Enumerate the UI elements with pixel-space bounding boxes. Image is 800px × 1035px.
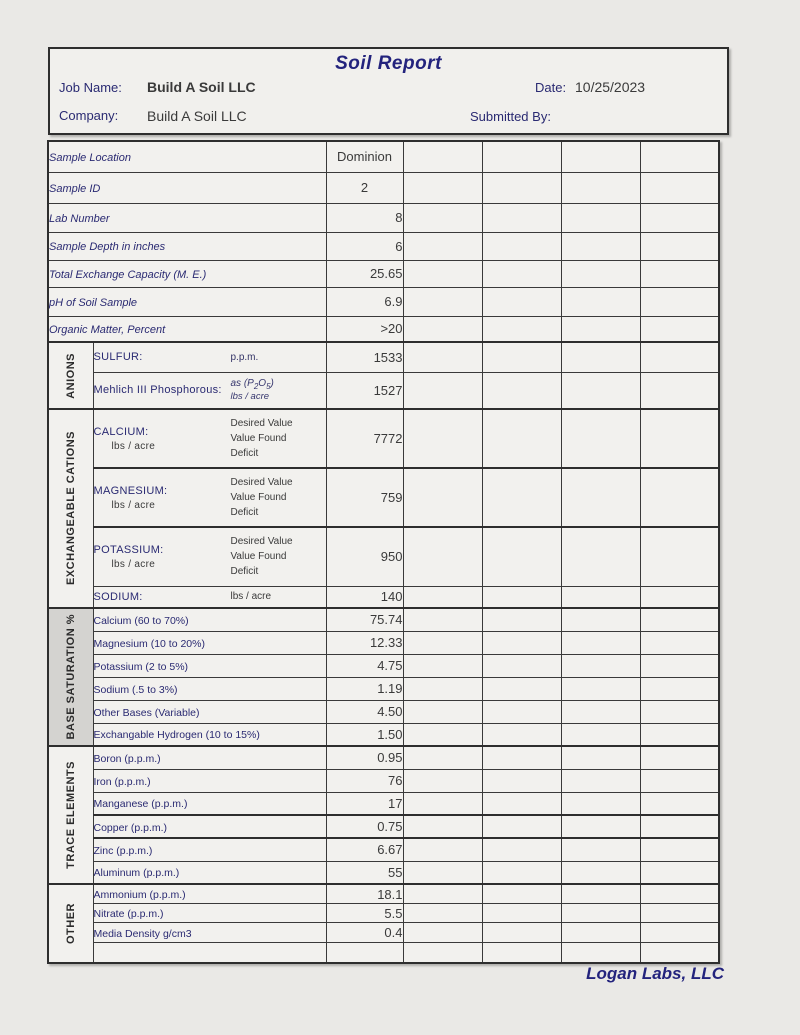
value-cell: 4.75 xyxy=(326,654,403,677)
empty-cell xyxy=(403,203,482,232)
label-cell xyxy=(93,527,326,586)
empty-cell xyxy=(403,943,482,963)
empty-cell xyxy=(403,723,482,746)
table-row xyxy=(48,792,719,815)
empty-cell xyxy=(403,409,482,468)
row-label: Calcium (60 to 70%) xyxy=(93,614,189,627)
label-cell xyxy=(93,861,326,884)
table-row xyxy=(48,904,719,923)
row-label: Manganese (p.p.m.) xyxy=(93,798,188,811)
empty-cell xyxy=(640,468,719,527)
value-cell: 1527 xyxy=(326,372,403,409)
unit-label: p.p.m. xyxy=(230,351,259,363)
label-cell xyxy=(48,172,326,203)
table-row xyxy=(48,342,719,372)
empty-cell xyxy=(482,923,561,943)
value-cell: 8 xyxy=(326,203,403,232)
section-bar-anions xyxy=(48,342,93,409)
table-row xyxy=(48,316,719,342)
empty-cell xyxy=(403,700,482,723)
label-cell xyxy=(93,923,326,943)
table-row xyxy=(48,746,719,769)
label-cell xyxy=(48,316,326,342)
empty-cell xyxy=(403,287,482,316)
date-value: 10/25/2023 xyxy=(575,79,646,95)
empty-cell xyxy=(561,904,640,923)
section-bar-other xyxy=(48,884,93,963)
label-cell xyxy=(93,904,326,923)
value-cell: 17 xyxy=(326,792,403,815)
value-cell: 759 xyxy=(326,468,403,527)
empty-cell xyxy=(640,141,719,172)
empty-cell xyxy=(482,203,561,232)
row-label: Copper (p.p.m.) xyxy=(93,821,168,834)
table-row xyxy=(48,468,719,527)
empty-cell xyxy=(561,861,640,884)
value-cell: 0.75 xyxy=(326,815,403,838)
empty-cell xyxy=(482,141,561,172)
empty-cell xyxy=(561,527,640,586)
label-cell xyxy=(93,631,326,654)
empty-cell xyxy=(403,746,482,769)
empty-cell xyxy=(482,677,561,700)
empty-cell xyxy=(403,677,482,700)
row-label: POTASSIUM: xyxy=(93,543,164,556)
empty-cell xyxy=(482,608,561,631)
empty-cell xyxy=(561,409,640,468)
empty-cell xyxy=(640,815,719,838)
empty-cell xyxy=(403,904,482,923)
table-row xyxy=(48,141,719,172)
empty-cell xyxy=(482,468,561,527)
empty-cell xyxy=(561,260,640,287)
empty-cell xyxy=(561,172,640,203)
unit-label: lbs / acre xyxy=(111,499,156,511)
label-cell xyxy=(93,792,326,815)
row-label: MAGNESIUM: xyxy=(93,484,168,497)
empty-cell xyxy=(482,316,561,342)
value-cell: 7772 xyxy=(326,409,403,468)
desired-value-stack: Desired Value Value Found Deficit xyxy=(230,418,293,459)
value-cell: 0.4 xyxy=(326,923,403,943)
empty-cell xyxy=(403,838,482,861)
empty-cell xyxy=(561,746,640,769)
empty-cell xyxy=(640,232,719,260)
empty-cell xyxy=(561,943,640,963)
label-cell xyxy=(93,838,326,861)
empty-cell xyxy=(482,527,561,586)
page-title: Soil Report xyxy=(335,53,442,74)
empty-cell xyxy=(482,769,561,792)
unit-label: lbs / acre xyxy=(111,440,156,452)
value-cell xyxy=(326,943,403,963)
value-cell: 140 xyxy=(326,586,403,608)
empty-cell xyxy=(403,232,482,260)
empty-cell xyxy=(482,631,561,654)
empty-cell xyxy=(561,232,640,260)
empty-cell xyxy=(561,141,640,172)
value-cell: 950 xyxy=(326,527,403,586)
empty-cell xyxy=(482,904,561,923)
empty-cell xyxy=(482,861,561,884)
empty-cell xyxy=(482,372,561,409)
empty-cell xyxy=(640,943,719,963)
unit-label: lbs / acre xyxy=(230,591,272,603)
empty-cell xyxy=(403,260,482,287)
label-cell xyxy=(93,677,326,700)
empty-cell xyxy=(640,700,719,723)
table-row xyxy=(48,654,719,677)
empty-cell xyxy=(561,316,640,342)
label-cell xyxy=(48,287,326,316)
section-bar-cations xyxy=(48,409,93,608)
table-row xyxy=(48,769,719,792)
empty-cell xyxy=(403,172,482,203)
row-label: Ammonium (p.p.m.) xyxy=(93,889,186,901)
table-row xyxy=(48,677,719,700)
value-cell: 18.1 xyxy=(326,884,403,904)
empty-cell xyxy=(403,316,482,342)
label-cell xyxy=(93,608,326,631)
label-cell xyxy=(48,141,326,172)
submitted-by-label: Submitted By: xyxy=(470,109,551,124)
empty-cell xyxy=(640,838,719,861)
empty-cell xyxy=(482,232,561,260)
row-label: Exchangable Hydrogen (10 to 15%) xyxy=(93,729,260,742)
label-cell xyxy=(93,884,326,904)
unit-label: as $(P_2O_5)$ lbs / acre xyxy=(230,378,274,403)
empty-cell xyxy=(482,838,561,861)
row-label: Organic Matter, Percent xyxy=(49,323,166,336)
empty-cell xyxy=(403,527,482,586)
value-cell: 0.95 xyxy=(326,746,403,769)
value-cell: Dominion xyxy=(326,141,403,172)
empty-cell xyxy=(482,409,561,468)
table-row xyxy=(48,203,719,232)
empty-cell xyxy=(561,342,640,372)
label-cell xyxy=(93,746,326,769)
empty-cell xyxy=(403,923,482,943)
value-cell: 6.9 xyxy=(326,287,403,316)
label-cell xyxy=(93,654,326,677)
value-cell: 4.50 xyxy=(326,700,403,723)
label-cell xyxy=(93,372,326,409)
empty-cell xyxy=(561,654,640,677)
table-row xyxy=(48,172,719,203)
empty-cell xyxy=(561,203,640,232)
lab-company-name: Logan Labs, LLC xyxy=(586,964,724,983)
unit-label: lbs / acre xyxy=(111,558,156,570)
table-row xyxy=(48,608,719,631)
empty-cell xyxy=(482,586,561,608)
row-label: CALCIUM: xyxy=(93,425,149,438)
row-label: Lab Number xyxy=(49,212,110,225)
empty-cell xyxy=(482,700,561,723)
empty-cell xyxy=(640,677,719,700)
report-header-box xyxy=(48,47,729,135)
empty-cell xyxy=(640,586,719,608)
empty-cell xyxy=(561,287,640,316)
empty-cell xyxy=(403,792,482,815)
row-label: Other Bases (Variable) xyxy=(93,706,200,719)
empty-cell xyxy=(482,815,561,838)
section-label: BASE SATURATION % xyxy=(64,614,77,740)
row-label: SULFUR: xyxy=(93,351,143,364)
label-cell xyxy=(93,769,326,792)
empty-cell xyxy=(482,723,561,746)
empty-cell xyxy=(640,654,719,677)
desired-value-stack: Desired Value Value Found Deficit xyxy=(230,536,293,578)
table-row xyxy=(48,372,719,409)
label-cell xyxy=(93,409,326,468)
label-cell xyxy=(48,203,326,232)
empty-cell xyxy=(640,792,719,815)
table-row xyxy=(48,527,719,586)
empty-cell xyxy=(640,923,719,943)
empty-cell xyxy=(640,287,719,316)
job-name-value: Build A Soil LLC xyxy=(147,79,256,95)
row-label: SODIUM: xyxy=(93,590,143,603)
section-bar-base-saturation xyxy=(48,608,93,746)
empty-cell xyxy=(561,700,640,723)
empty-cell xyxy=(482,654,561,677)
empty-cell xyxy=(403,468,482,527)
table-row xyxy=(48,232,719,260)
empty-cell xyxy=(640,723,719,746)
empty-cell xyxy=(403,608,482,631)
table-row xyxy=(48,884,719,904)
label-cell xyxy=(93,342,326,372)
row-label: Sample Location xyxy=(49,151,131,164)
empty-cell xyxy=(482,342,561,372)
value-cell: 1.19 xyxy=(326,677,403,700)
label-cell xyxy=(93,815,326,838)
label-cell xyxy=(93,468,326,527)
table-row xyxy=(48,861,719,884)
empty-cell xyxy=(561,723,640,746)
table-row xyxy=(48,815,719,838)
empty-cell xyxy=(403,631,482,654)
table-row xyxy=(48,838,719,861)
label-cell xyxy=(93,700,326,723)
row-label: Mehlich III Phosphorous: xyxy=(93,384,222,397)
row-label: Zinc (p.p.m.) xyxy=(93,844,153,857)
value-cell: 6.67 xyxy=(326,838,403,861)
empty-cell xyxy=(403,586,482,608)
value-cell: 55 xyxy=(326,861,403,884)
row-label: Aluminum (p.p.m.) xyxy=(93,867,180,880)
row-label: Nitrate (p.p.m.) xyxy=(93,908,164,920)
row-label: Sample Depth in inches xyxy=(49,241,166,253)
empty-cell xyxy=(640,316,719,342)
empty-cell xyxy=(403,342,482,372)
empty-cell xyxy=(561,923,640,943)
empty-cell xyxy=(403,769,482,792)
empty-cell xyxy=(640,631,719,654)
value-cell: 1533 xyxy=(326,342,403,372)
section-label: EXCHANGEABLE CATIONS xyxy=(64,431,77,586)
section-label: ANIONS xyxy=(64,352,77,399)
empty-cell xyxy=(640,409,719,468)
value-cell: 1.50 xyxy=(326,723,403,746)
empty-cell xyxy=(482,943,561,963)
empty-cell xyxy=(640,608,719,631)
empty-cell xyxy=(561,769,640,792)
value-cell: 5.5 xyxy=(326,904,403,923)
row-label: Total Exchange Capacity (M. E.) xyxy=(49,268,207,281)
empty-cell xyxy=(561,677,640,700)
empty-cell xyxy=(640,746,719,769)
empty-cell xyxy=(640,904,719,923)
empty-cell xyxy=(482,260,561,287)
table-row xyxy=(48,723,719,746)
empty-cell xyxy=(561,372,640,409)
table-row xyxy=(48,586,719,608)
empty-cell xyxy=(482,884,561,904)
row-label: Sample ID xyxy=(49,182,101,195)
section-bar-trace-elements xyxy=(48,746,93,884)
empty-cell xyxy=(561,608,640,631)
empty-cell xyxy=(561,884,640,904)
empty-cell xyxy=(561,468,640,527)
table-row xyxy=(48,700,719,723)
desired-value-stack: Desired Value Value Found Deficit xyxy=(230,477,293,518)
empty-cell xyxy=(403,654,482,677)
empty-cell xyxy=(640,861,719,884)
row-label: Iron (p.p.m.) xyxy=(93,775,151,788)
empty-cell xyxy=(640,884,719,904)
row-label: Magnesium (10 to 20%) xyxy=(93,637,205,650)
empty-cell xyxy=(482,287,561,316)
value-cell: >20 xyxy=(326,316,403,342)
table-row xyxy=(48,923,719,943)
table-row xyxy=(48,631,719,654)
table-row xyxy=(48,260,719,287)
value-cell: 12.33 xyxy=(326,631,403,654)
label-cell xyxy=(93,943,326,963)
row-label: Media Density g/cm3 xyxy=(93,927,192,940)
value-cell: 2 xyxy=(326,172,403,203)
label-cell xyxy=(93,586,326,608)
empty-cell xyxy=(561,838,640,861)
date-label: Date: xyxy=(535,80,567,95)
empty-cell xyxy=(403,884,482,904)
empty-cell xyxy=(482,746,561,769)
label-cell xyxy=(93,723,326,746)
section-label: TRACE ELEMENTS xyxy=(64,761,77,869)
table-row xyxy=(48,943,719,963)
empty-cell xyxy=(561,815,640,838)
empty-cell xyxy=(561,792,640,815)
empty-cell xyxy=(403,861,482,884)
row-label: Sodium (.5 to 3%) xyxy=(93,683,178,696)
empty-cell xyxy=(403,372,482,409)
empty-cell xyxy=(640,172,719,203)
row-label: Potassium (2 to 5%) xyxy=(93,660,189,673)
empty-cell xyxy=(482,792,561,815)
table-row xyxy=(48,409,719,468)
empty-cell xyxy=(403,141,482,172)
label-cell xyxy=(48,260,326,287)
empty-cell xyxy=(640,342,719,372)
section-label: OTHER xyxy=(64,902,77,944)
empty-cell xyxy=(640,769,719,792)
empty-cell xyxy=(640,203,719,232)
job-name-label: Job Name: xyxy=(59,80,122,95)
empty-cell xyxy=(561,631,640,654)
empty-cell xyxy=(640,372,719,409)
label-cell xyxy=(48,232,326,260)
row-label: pH of Soil Sample xyxy=(49,296,138,309)
empty-cell xyxy=(482,172,561,203)
empty-cell xyxy=(561,586,640,608)
soil-report-table xyxy=(47,140,720,964)
value-cell: 75.74 xyxy=(326,608,403,631)
company-value: Build A Soil LLC xyxy=(147,108,247,124)
empty-cell xyxy=(403,815,482,838)
company-label: Company: xyxy=(59,108,119,123)
value-cell: 25.65 xyxy=(326,260,403,287)
empty-cell xyxy=(640,527,719,586)
empty-cell xyxy=(640,260,719,287)
value-cell: 76 xyxy=(326,769,403,792)
row-label: Boron (p.p.m.) xyxy=(93,752,161,765)
value-cell: 6 xyxy=(326,232,403,260)
table-row xyxy=(48,287,719,316)
